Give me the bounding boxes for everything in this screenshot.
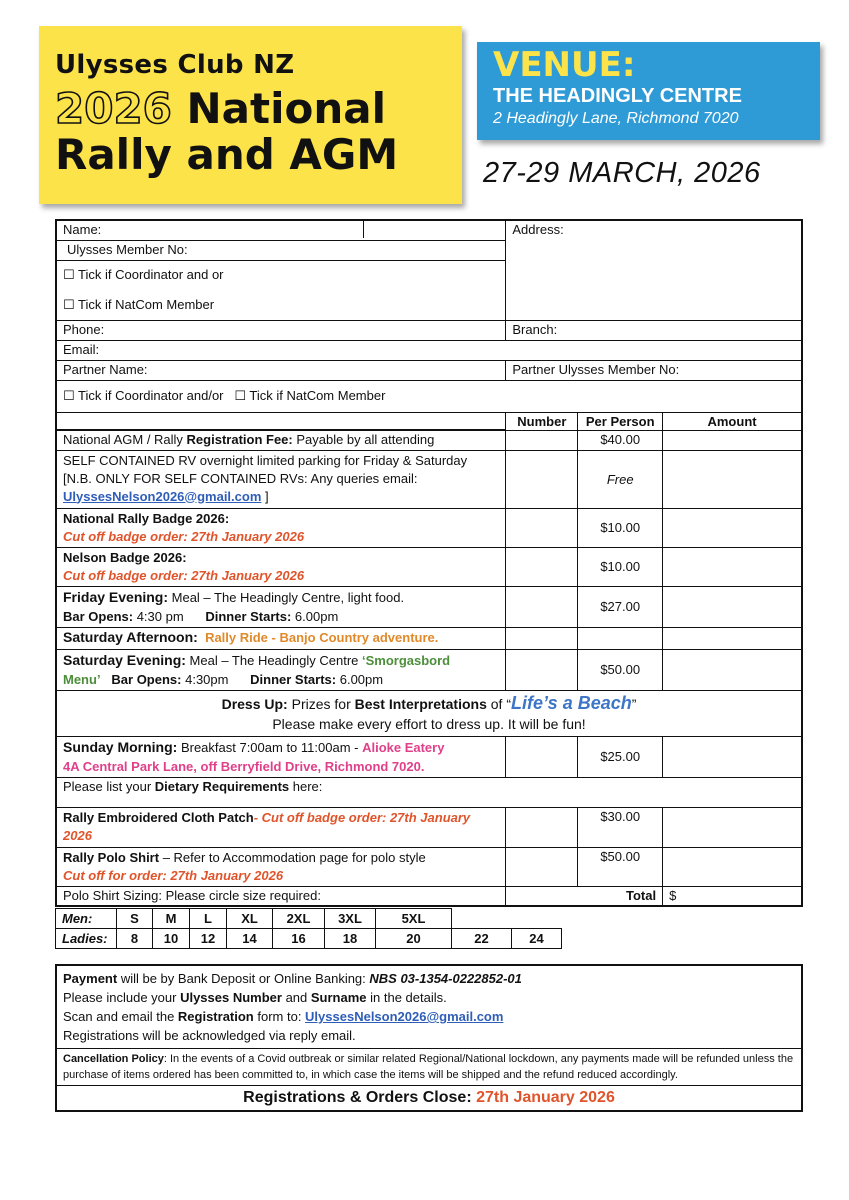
- event-title-line2: Rally and AGM: [55, 130, 399, 179]
- price-rally-badge: $10.00: [578, 508, 663, 547]
- men-size-option[interactable]: XL: [227, 909, 273, 929]
- ladies-size-option[interactable]: 24: [512, 929, 562, 949]
- partner-name-label: Partner Name:: [63, 361, 148, 377]
- amount-input[interactable]: [663, 450, 802, 508]
- event-title-rest: National: [186, 84, 386, 133]
- venue-box: [477, 42, 820, 140]
- dietary-field[interactable]: Please list your Dietary Requirements here:: [56, 777, 802, 807]
- venue-address: 2 Headingly Lane, Richmond 7020: [493, 110, 739, 127]
- payment-line-1: Payment will be by Bank Deposit or Online Banking: NBS 03-1354-0222852-01: [63, 971, 522, 986]
- amount-input[interactable]: [663, 586, 802, 627]
- total-label: Total: [506, 886, 663, 906]
- amount-input[interactable]: [663, 807, 802, 847]
- event-year: 2026: [55, 84, 172, 133]
- close-date-banner: Registrations & Orders Close: 27th January 2026: [243, 1089, 615, 1106]
- amount-input[interactable]: [663, 627, 802, 649]
- item-registration: National AGM / Rally Registration Fee: Payable by all attending: [56, 430, 506, 450]
- number-header: Number: [506, 412, 578, 430]
- natcom-checkbox[interactable]: [56, 290, 506, 320]
- price-friday: $27.00: [578, 586, 663, 627]
- total-sign: $: [669, 887, 677, 903]
- price-registration: $40.00: [578, 430, 663, 450]
- item-row-registration: [56, 430, 802, 450]
- amount-input[interactable]: [663, 430, 802, 450]
- item-saturday-afternoon: Saturday Afternoon: Rally Ride - Banjo Country adventure.: [56, 627, 506, 649]
- number-input[interactable]: [506, 847, 578, 886]
- amount-input[interactable]: [663, 508, 802, 547]
- amount-input[interactable]: [663, 736, 802, 777]
- partner-member-no-field[interactable]: [506, 360, 802, 380]
- email-label: Email:: [63, 341, 100, 357]
- payment-line-2: Please include your Ulysses Number and Surname in the details.: [63, 990, 447, 1005]
- registration-email-link[interactable]: UlyssesNelson2026@gmail.com: [305, 1009, 504, 1024]
- amount-input[interactable]: [663, 547, 802, 586]
- number-input[interactable]: [506, 649, 578, 690]
- payment-line-3: Scan and email the Registration form to: UlyssesNelson2026@gmail.com: [63, 1009, 504, 1024]
- men-label: Men:: [56, 909, 117, 929]
- men-size-option[interactable]: 5XL: [376, 909, 452, 929]
- number-input[interactable]: [506, 586, 578, 627]
- ladies-size-option[interactable]: 8: [117, 929, 153, 949]
- blank-header: [56, 412, 506, 430]
- number-input[interactable]: [506, 807, 578, 847]
- ladies-size-option[interactable]: 14: [227, 929, 273, 949]
- member-no-field[interactable]: [56, 240, 506, 260]
- men-size-option[interactable]: M: [153, 909, 190, 929]
- price-polo: $50.00: [578, 847, 663, 886]
- item-row-saturday-evening: [56, 649, 802, 690]
- branch-label: Branch:: [512, 321, 558, 337]
- email-field[interactable]: [56, 340, 802, 360]
- partner-name-field[interactable]: [56, 360, 506, 380]
- natcom-label: ☐ Tick if NatCom Member: [63, 296, 215, 312]
- club-name: Ulysses Club NZ: [55, 50, 295, 80]
- men-size-option[interactable]: 2XL: [273, 909, 325, 929]
- payment-box: [55, 964, 803, 1112]
- rv-email-link[interactable]: UlyssesNelson2026@gmail.com: [63, 488, 262, 504]
- price-rv: Free: [578, 450, 663, 508]
- ladies-size-option[interactable]: 10: [153, 929, 190, 949]
- number-input[interactable]: [506, 430, 578, 450]
- dress-up-banner: Dress Up: Prizes for Best Interpretations of “Life’s a Beach” Please make every effort to dress up. It will be fun!: [56, 690, 802, 736]
- item-row-dress-up: [56, 690, 802, 736]
- item-row-nelson-badge: [56, 547, 802, 586]
- price-sunday: $25.00: [578, 736, 663, 777]
- bank-account: NBS 03-1354-0222852-01: [369, 971, 522, 986]
- price-saturday-evening: $50.00: [578, 649, 663, 690]
- partner-checkboxes[interactable]: [56, 380, 802, 412]
- phone-field[interactable]: [56, 320, 506, 340]
- number-input[interactable]: [506, 627, 578, 649]
- payment-instructions: [57, 966, 801, 1049]
- men-size-option[interactable]: S: [117, 909, 153, 929]
- number-input[interactable]: [506, 508, 578, 547]
- phone-label: Phone:: [63, 321, 105, 337]
- ladies-size-option[interactable]: 18: [325, 929, 376, 949]
- men-size-option[interactable]: L: [190, 909, 227, 929]
- price-nelson-badge: $10.00: [578, 547, 663, 586]
- total-input[interactable]: [663, 886, 802, 906]
- price-saturday-afternoon: [578, 627, 663, 649]
- title-box: [39, 26, 462, 204]
- ladies-size-option[interactable]: 12: [190, 929, 227, 949]
- price-patch: $30.00: [578, 807, 663, 847]
- number-input[interactable]: [506, 450, 578, 508]
- coordinator-checkbox[interactable]: [56, 260, 506, 290]
- close-date: 27th January 2026: [476, 1089, 615, 1106]
- venue-name: THE HEADINGLY CENTRE: [493, 85, 742, 107]
- item-row-sunday: [56, 736, 802, 777]
- partner-member-no-label: Partner Ulysses Member No:: [512, 361, 680, 377]
- amount-input[interactable]: [663, 649, 802, 690]
- item-saturday-evening: Saturday Evening: Meal – The Headingly Centre ‘Smorgasbord Menu’ Bar Opens: 4:30pm Dinner Starts: 6.00pm: [56, 649, 506, 690]
- partner-coordinator-checkbox[interactable]: ☐ Tick if Coordinator and/or: [63, 388, 224, 403]
- ladies-size-option[interactable]: 22: [452, 929, 512, 949]
- number-input[interactable]: [506, 547, 578, 586]
- event-date: 27-29 MARCH, 2026: [483, 157, 761, 189]
- dress-theme: Life’s a Beach: [511, 692, 632, 713]
- size-table: [55, 908, 562, 949]
- per-person-header: Per Person: [578, 412, 663, 430]
- item-row-patch: [56, 807, 802, 847]
- item-friday: Friday Evening: Meal – The Headingly Centre, light food. Bar Opens: 4:30 pm Dinner Starts: 6.00pm: [56, 586, 506, 627]
- address-label: Address:: [512, 222, 564, 237]
- item-row-dietary: [56, 777, 802, 807]
- ladies-label: Ladies:: [56, 929, 117, 949]
- polo-sizing-label: Polo Shirt Sizing: Please circle size required:: [56, 886, 506, 906]
- branch-field[interactable]: [506, 320, 802, 340]
- ladies-size-option[interactable]: 16: [273, 929, 325, 949]
- item-row-rally-badge: [56, 508, 802, 547]
- name-cell[interactable]: [56, 220, 506, 240]
- address-field[interactable]: [506, 220, 802, 320]
- item-polo: Rally Polo Shirt – Refer to Accommodation page for polo style Cut off for order: 27th January 2026: [56, 847, 506, 886]
- cancellation-policy: Cancellation Policy: In the events of a Covid outbreak or similar related Regional/National lockdown, any payments made will be refunded unless the purchase of items ordered has been committed to, in which case the items will be shipped and the refund reduced accordingly.: [57, 1049, 801, 1086]
- item-row-rv: [56, 450, 802, 508]
- item-sunday: Sunday Morning: Breakfast 7:00am to 11:00am - Alioke Eatery 4A Central Park Lane, off Berryfield Drive, Richmond 7020.: [56, 736, 506, 777]
- ladies-size-option[interactable]: 20: [376, 929, 452, 949]
- item-row-polo: [56, 847, 802, 886]
- member-no-label: Ulysses Member No:: [67, 241, 188, 257]
- item-rv: SELF CONTAINED RV overnight limited parking for Friday & Saturday [N.B. ONLY FOR SELF CONTAINED RVs: Any queries email: UlyssesNelson2026@gmail.com ]: [56, 450, 506, 508]
- total-row: [56, 886, 802, 906]
- venue-label: VENUE:: [493, 45, 636, 85]
- item-nelson-badge: Nelson Badge 2026: Cut off badge order: 27th January 2026: [56, 547, 506, 586]
- item-row-friday: [56, 586, 802, 627]
- registration-table: [55, 219, 803, 907]
- payment-line-4: Registrations will be acknowledged via reply email.: [63, 1028, 356, 1043]
- coordinator-label: ☐ Tick if Coordinator and or: [63, 267, 224, 283]
- number-input[interactable]: [506, 736, 578, 777]
- item-rally-badge: National Rally Badge 2026: Cut off badge order: 27th January 2026: [56, 508, 506, 547]
- item-patch: Rally Embroidered Cloth Patch- Cut off badge order: 27th January 2026: [56, 807, 506, 847]
- amount-header: Amount: [663, 412, 802, 430]
- amount-input[interactable]: [663, 847, 802, 886]
- men-size-option[interactable]: 3XL: [325, 909, 376, 929]
- item-row-saturday-afternoon: [56, 627, 802, 649]
- partner-natcom-checkbox[interactable]: ☐ Tick if NatCom Member: [234, 388, 386, 403]
- name-label: Name:: [57, 221, 364, 238]
- event-title: [55, 86, 462, 178]
